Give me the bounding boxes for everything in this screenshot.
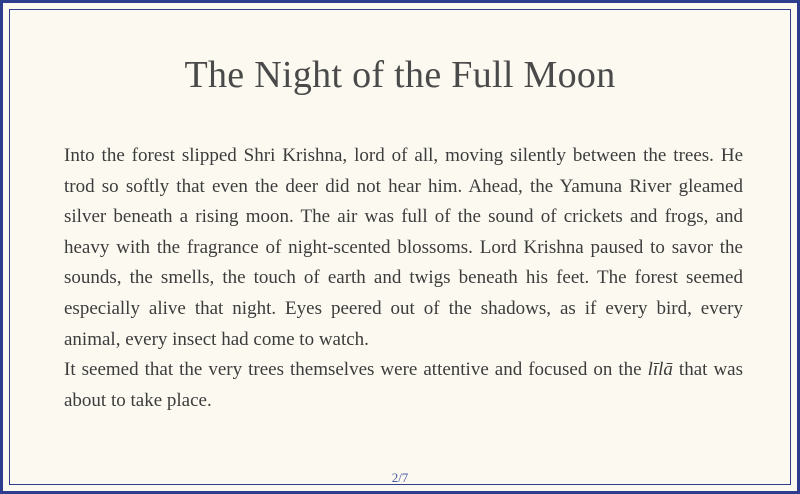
story-text: [64, 141, 743, 416]
paragraph-2-start: It seemed that the very trees themselves were attentive and focused on the: [64, 359, 648, 381]
paragraph-2: [64, 355, 743, 416]
lila-word: līlā: [647, 359, 673, 381]
paragraph-2-end: that was about to take place.: [64, 359, 743, 411]
page-title: The Night of the Full Moon: [184, 54, 616, 96]
page-number: 2/7: [391, 470, 409, 485]
paragraph-1: Into the forest slipped Shri Krishna, lord of all, moving silently between the trees. He trod so softly that even the deer did not hear him. Ahead, the Yamuna River gleamed silver beneath a rising moon. The air was full of the sound of crickets and frogs, and heavy with the fragrance of night-scented blossoms. Lord Krishna paused to savor the sounds, the smells, the touch of earth and twigs beneath his feet. The forest seemed especially alive that night. Eyes peered out of the shadows, as if every bird, every animal, every insect had come to watch.: [64, 145, 743, 350]
